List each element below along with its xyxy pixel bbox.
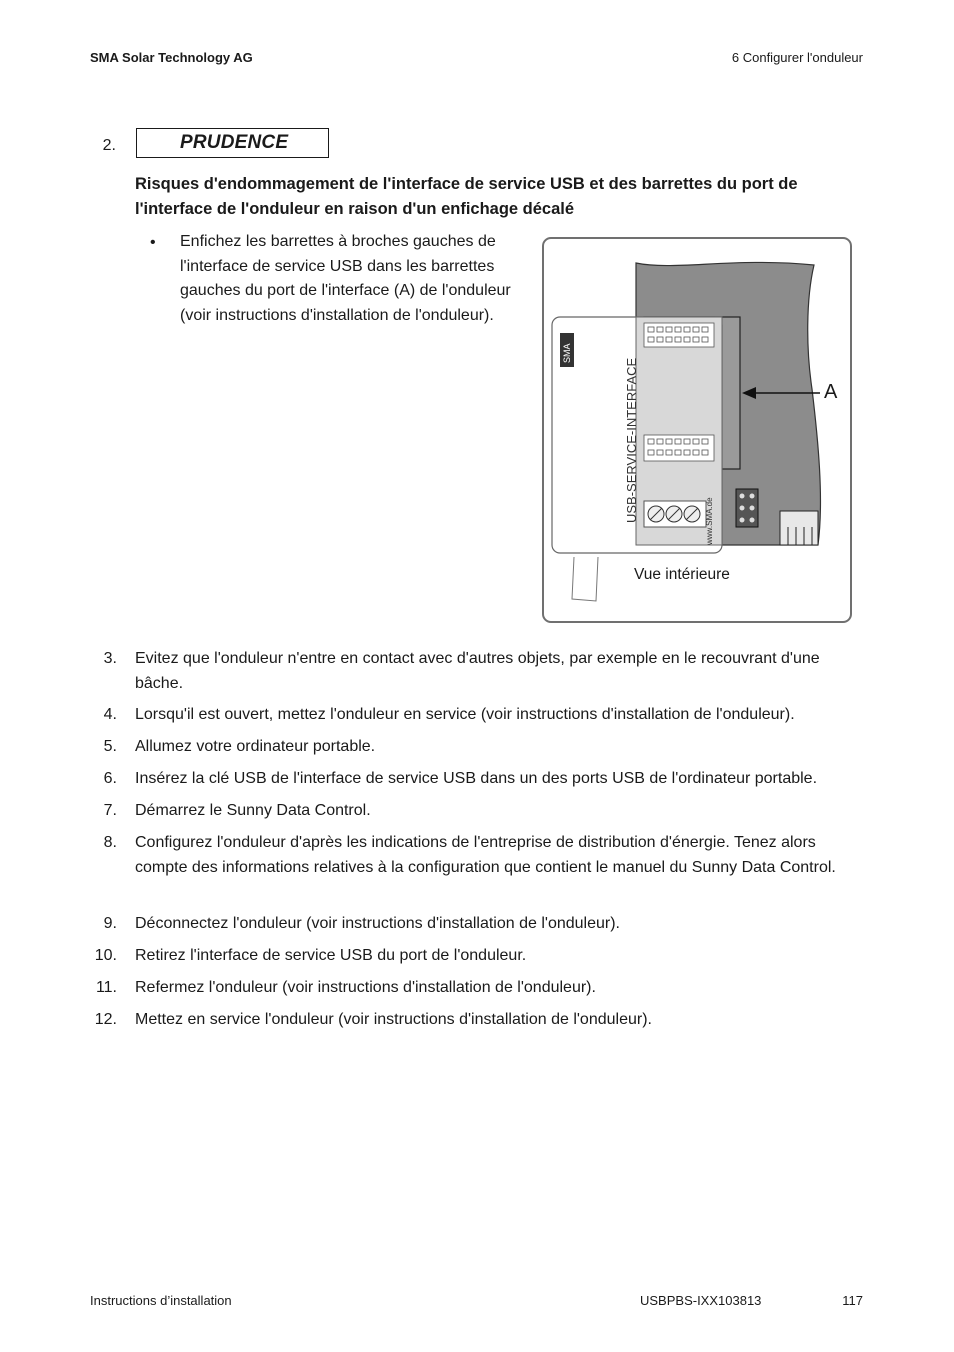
step-number: 8. (103, 834, 117, 851)
header-company: SMA Solar Technology AG (90, 50, 253, 65)
step-number: 7. (103, 802, 117, 819)
step-text: Lorsqu'il est ouvert, mettez l'onduleur en service (voir instructions d'installation de l'onduleur). (135, 706, 795, 723)
bullet-icon: • (150, 234, 156, 251)
step-text: Retirez l'interface de service USB du port de l'onduleur. (135, 947, 527, 964)
figure-caption: Vue intérieure (634, 566, 730, 583)
step-text: Refermez l'onduleur (voir instructions d'installation de l'onduleur). (135, 979, 596, 996)
warning-box (136, 128, 329, 158)
interior-view-figure (542, 237, 852, 623)
website-label: www.SMA.de (705, 497, 714, 545)
footer-doc-code: USBPBS-IXX103813 (640, 1293, 762, 1308)
figure-label-a: A (824, 381, 838, 403)
step-text: Evitez que l'onduleur n'entre en contact avec d'autres objets, par exemple en le recouvrant d'une bâche. (135, 650, 820, 692)
step-text: Démarrez le Sunny Data Control. (135, 802, 371, 819)
pin-header-icon (736, 489, 758, 527)
step-number: 3. (103, 650, 117, 667)
page-number: 117 (842, 1293, 863, 1308)
step-number: 12. (94, 1011, 117, 1028)
connector-icon (780, 511, 818, 545)
warning-label: PRUDENCE (180, 132, 289, 153)
step-text: Configurez l'onduleur d'après les indications de l'entreprise de distribution d'énergie. Tenez alors compte des informations relatives à la configuration que contient le manuel du Sunny Data Control. (135, 834, 836, 876)
step-number: 6. (103, 770, 117, 787)
footer-doc-title: Instructions d’installation (90, 1293, 232, 1308)
inverter-illustration (544, 239, 850, 621)
step-number: 11. (95, 979, 117, 996)
screw-terminal-icon (644, 501, 706, 527)
step-number: 10. (94, 947, 117, 964)
warning-heading: Risques d'endommagement de l'interface de service USB et des barrettes du port de l'interface de l'onduleur en raison d'un enfichage décalé (135, 175, 798, 218)
step-number: 5. (103, 738, 117, 755)
device-label: USB-SERVICE-INTERFACE (624, 357, 639, 523)
pin-rows-top-icon (644, 323, 714, 347)
list-item (80, 646, 870, 696)
step-text: Mettez en service l'onduleur (voir instructions d'installation de l'onduleur). (135, 1011, 652, 1028)
usb-cable (572, 557, 598, 601)
step-number: 4. (103, 706, 117, 723)
pin-rows-bottom-icon (644, 435, 714, 461)
step-number: 9. (103, 915, 117, 932)
step-text: Allumez votre ordinateur portable. (135, 738, 376, 755)
header-chapter: 6 Configurer l'onduleur (731, 50, 863, 65)
step-number: 2. (102, 137, 116, 154)
step-text: Insérez la clé USB de l'interface de service USB dans un des ports USB de l'ordinateur portable. (135, 770, 818, 787)
sma-logo-text: SMA (562, 343, 572, 363)
step-text: Déconnectez l'onduleur (voir instructions d'installation de l'onduleur). (135, 915, 620, 932)
bullet-text: Enfichez les barrettes à broches gauches de l'interface de service USB dans les barrettes gauches du port de l'interface (A) de l'onduleur (voir instructions d'installation de l'onduleur). (180, 233, 511, 324)
